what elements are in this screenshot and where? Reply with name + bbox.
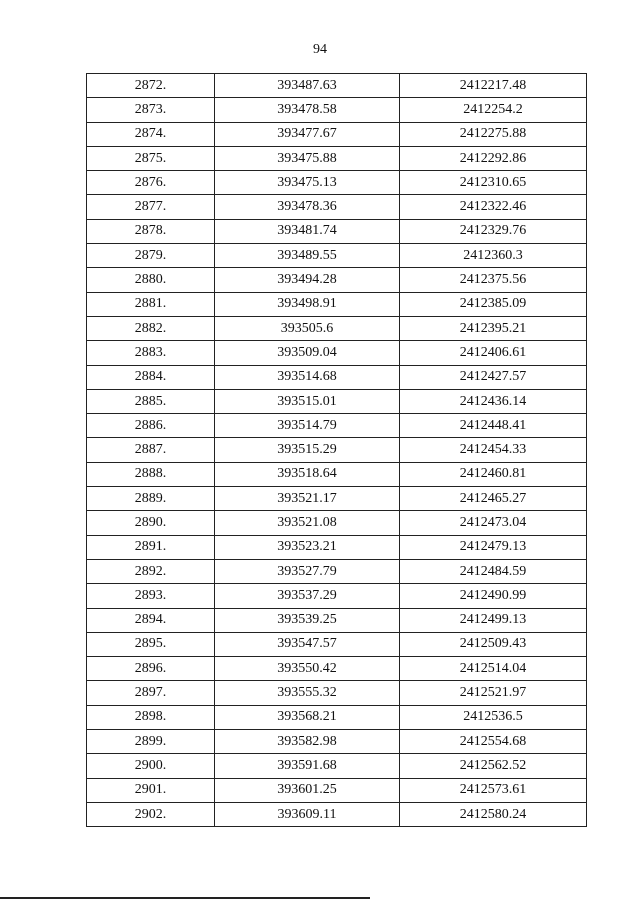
y-coordinate-cell: 2412484.59 xyxy=(400,559,587,583)
coordinates-table-body xyxy=(87,74,587,827)
point-number-cell: 2902. xyxy=(87,802,215,826)
point-number-cell: 2877. xyxy=(87,195,215,219)
point-number-cell: 2889. xyxy=(87,487,215,511)
table-row xyxy=(87,171,587,195)
x-coordinate-cell: 393487.63 xyxy=(215,74,400,98)
table-row xyxy=(87,146,587,170)
x-coordinate-cell: 393539.25 xyxy=(215,608,400,632)
y-coordinate-cell: 2412465.27 xyxy=(400,487,587,511)
y-coordinate-cell: 2412322.46 xyxy=(400,195,587,219)
y-coordinate-cell: 2412499.13 xyxy=(400,608,587,632)
point-number-cell: 2888. xyxy=(87,462,215,486)
y-coordinate-cell: 2412514.04 xyxy=(400,657,587,681)
table-row xyxy=(87,657,587,681)
y-coordinate-cell: 2412375.56 xyxy=(400,268,587,292)
point-number-cell: 2881. xyxy=(87,292,215,316)
table-row xyxy=(87,608,587,632)
x-coordinate-cell: 393475.13 xyxy=(215,171,400,195)
y-coordinate-cell: 2412573.61 xyxy=(400,778,587,802)
table-row xyxy=(87,632,587,656)
y-coordinate-cell: 2412454.33 xyxy=(400,438,587,462)
x-coordinate-cell: 393555.32 xyxy=(215,681,400,705)
table-row xyxy=(87,584,587,608)
page-number: 94 xyxy=(313,42,327,57)
x-coordinate-cell: 393518.64 xyxy=(215,462,400,486)
point-number-cell: 2897. xyxy=(87,681,215,705)
table-row xyxy=(87,365,587,389)
point-number-cell: 2895. xyxy=(87,632,215,656)
x-coordinate-cell: 393582.98 xyxy=(215,730,400,754)
y-coordinate-cell: 2412395.21 xyxy=(400,316,587,340)
table-row xyxy=(87,219,587,243)
x-coordinate-cell: 393498.91 xyxy=(215,292,400,316)
x-coordinate-cell: 393494.28 xyxy=(215,268,400,292)
table-row xyxy=(87,730,587,754)
point-number-cell: 2884. xyxy=(87,365,215,389)
point-number-cell: 2900. xyxy=(87,754,215,778)
y-coordinate-cell: 2412406.61 xyxy=(400,341,587,365)
table-row xyxy=(87,535,587,559)
y-coordinate-cell: 2412490.99 xyxy=(400,584,587,608)
table-row xyxy=(87,98,587,122)
point-number-cell: 2898. xyxy=(87,705,215,729)
point-number-cell: 2896. xyxy=(87,657,215,681)
table-row xyxy=(87,195,587,219)
table-row xyxy=(87,559,587,583)
point-number-cell: 2883. xyxy=(87,341,215,365)
x-coordinate-cell: 393514.79 xyxy=(215,414,400,438)
y-coordinate-cell: 2412473.04 xyxy=(400,511,587,535)
point-number-cell: 2885. xyxy=(87,389,215,413)
table-row xyxy=(87,681,587,705)
point-number-cell: 2882. xyxy=(87,316,215,340)
x-coordinate-cell: 393521.17 xyxy=(215,487,400,511)
point-number-cell: 2894. xyxy=(87,608,215,632)
y-coordinate-cell: 2412479.13 xyxy=(400,535,587,559)
point-number-cell: 2893. xyxy=(87,584,215,608)
y-coordinate-cell: 2412275.88 xyxy=(400,122,587,146)
point-number-cell: 2887. xyxy=(87,438,215,462)
table-row xyxy=(87,487,587,511)
y-coordinate-cell: 2412562.52 xyxy=(400,754,587,778)
table-row xyxy=(87,511,587,535)
y-coordinate-cell: 2412254.2 xyxy=(400,98,587,122)
point-number-cell: 2886. xyxy=(87,414,215,438)
table-row xyxy=(87,802,587,826)
point-number-cell: 2880. xyxy=(87,268,215,292)
y-coordinate-cell: 2412460.81 xyxy=(400,462,587,486)
y-coordinate-cell: 2412427.57 xyxy=(400,365,587,389)
x-coordinate-cell: 393601.25 xyxy=(215,778,400,802)
point-number-cell: 2874. xyxy=(87,122,215,146)
x-coordinate-cell: 393477.67 xyxy=(215,122,400,146)
table-row xyxy=(87,778,587,802)
x-coordinate-cell: 393523.21 xyxy=(215,535,400,559)
coordinates-table xyxy=(86,73,587,827)
x-coordinate-cell: 393609.11 xyxy=(215,802,400,826)
y-coordinate-cell: 2412536.5 xyxy=(400,705,587,729)
x-coordinate-cell: 393509.04 xyxy=(215,341,400,365)
table-row xyxy=(87,122,587,146)
table-row xyxy=(87,268,587,292)
y-coordinate-cell: 2412580.24 xyxy=(400,802,587,826)
point-number-cell: 2872. xyxy=(87,74,215,98)
point-number-cell: 2875. xyxy=(87,146,215,170)
table-row xyxy=(87,244,587,268)
x-coordinate-cell: 393489.55 xyxy=(215,244,400,268)
y-coordinate-cell: 2412217.48 xyxy=(400,74,587,98)
table-row xyxy=(87,74,587,98)
point-number-cell: 2890. xyxy=(87,511,215,535)
x-coordinate-cell: 393481.74 xyxy=(215,219,400,243)
table-row xyxy=(87,438,587,462)
table-row xyxy=(87,292,587,316)
x-coordinate-cell: 393515.29 xyxy=(215,438,400,462)
point-number-cell: 2901. xyxy=(87,778,215,802)
y-coordinate-cell: 2412385.09 xyxy=(400,292,587,316)
x-coordinate-cell: 393521.08 xyxy=(215,511,400,535)
x-coordinate-cell: 393550.42 xyxy=(215,657,400,681)
table-row xyxy=(87,414,587,438)
point-number-cell: 2879. xyxy=(87,244,215,268)
table-row xyxy=(87,705,587,729)
table-row xyxy=(87,754,587,778)
x-coordinate-cell: 393475.88 xyxy=(215,146,400,170)
point-number-cell: 2891. xyxy=(87,535,215,559)
x-coordinate-cell: 393478.36 xyxy=(215,195,400,219)
y-coordinate-cell: 2412292.86 xyxy=(400,146,587,170)
table-row xyxy=(87,341,587,365)
x-coordinate-cell: 393537.29 xyxy=(215,584,400,608)
table-row xyxy=(87,389,587,413)
point-number-cell: 2873. xyxy=(87,98,215,122)
point-number-cell: 2899. xyxy=(87,730,215,754)
x-coordinate-cell: 393505.6 xyxy=(215,316,400,340)
x-coordinate-cell: 393478.58 xyxy=(215,98,400,122)
x-coordinate-cell: 393514.68 xyxy=(215,365,400,389)
y-coordinate-cell: 2412509.43 xyxy=(400,632,587,656)
x-coordinate-cell: 393515.01 xyxy=(215,389,400,413)
y-coordinate-cell: 2412436.14 xyxy=(400,389,587,413)
x-coordinate-cell: 393547.57 xyxy=(215,632,400,656)
point-number-cell: 2876. xyxy=(87,171,215,195)
table-row xyxy=(87,462,587,486)
y-coordinate-cell: 2412360.3 xyxy=(400,244,587,268)
y-coordinate-cell: 2412329.76 xyxy=(400,219,587,243)
page-bottom-rule xyxy=(0,897,370,899)
y-coordinate-cell: 2412521.97 xyxy=(400,681,587,705)
y-coordinate-cell: 2412448.41 xyxy=(400,414,587,438)
y-coordinate-cell: 2412554.68 xyxy=(400,730,587,754)
x-coordinate-cell: 393591.68 xyxy=(215,754,400,778)
table-row xyxy=(87,316,587,340)
point-number-cell: 2878. xyxy=(87,219,215,243)
point-number-cell: 2892. xyxy=(87,559,215,583)
x-coordinate-cell: 393568.21 xyxy=(215,705,400,729)
x-coordinate-cell: 393527.79 xyxy=(215,559,400,583)
y-coordinate-cell: 2412310.65 xyxy=(400,171,587,195)
